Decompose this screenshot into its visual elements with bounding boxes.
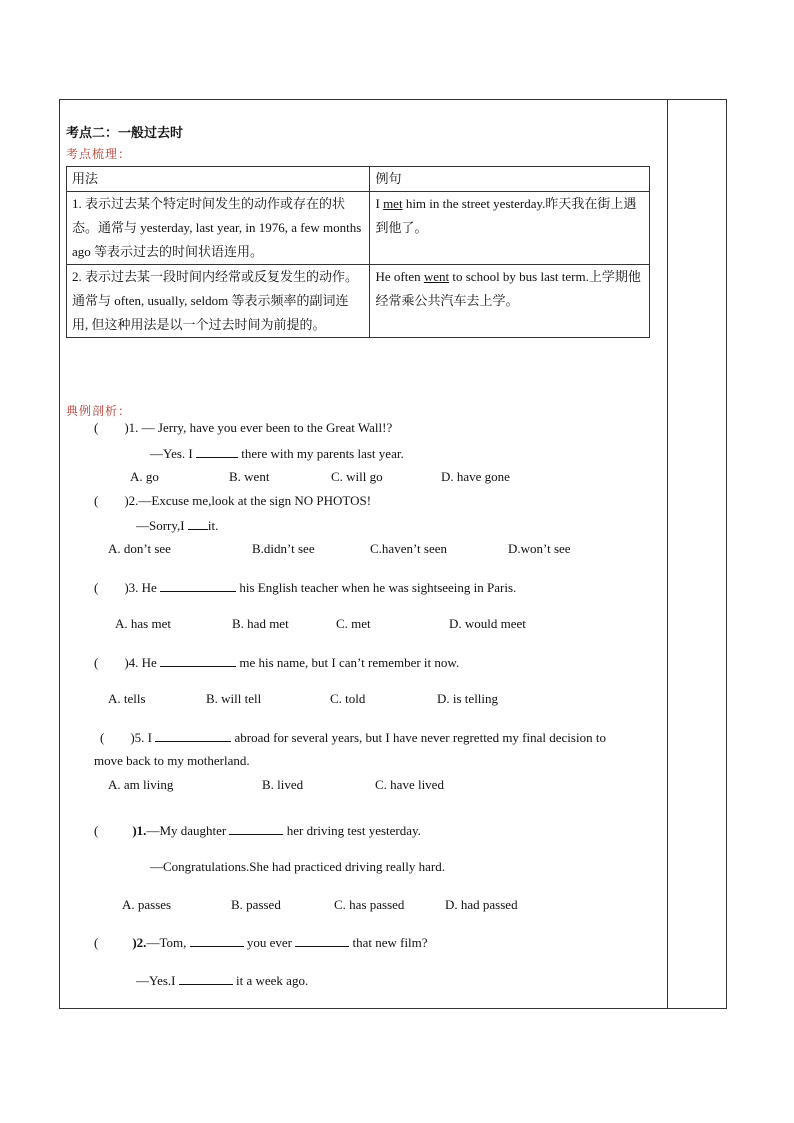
example-post: to school by bus last term.上学期他经常乘公共汽车去上学。: [375, 269, 641, 308]
usage-cell: 1. 表示过去某个特定时间发生的动作或存在的状态。通常与 yesterday, last year, in 1976, a few months ago 等表示过去的时间状语连用。: [67, 192, 370, 265]
grammar-table: [66, 166, 650, 338]
q1-option-b[interactable]: B. went: [229, 469, 270, 484]
q2-option-a[interactable]: A. don’t see: [108, 541, 171, 556]
example-cell: [370, 265, 650, 338]
q3-option-b[interactable]: B. had met: [232, 616, 289, 631]
p1-option-c[interactable]: C. has passed: [334, 897, 405, 912]
q4-option-c[interactable]: C. told: [330, 691, 366, 706]
review-label: 考点梳理：: [66, 147, 132, 161]
example-cell: [370, 192, 650, 265]
q2-option-c[interactable]: C.haven’t seen: [370, 541, 448, 556]
question-1: ( )1. — Jerry, have you ever been to the Great Wall!?: [94, 420, 393, 435]
answer-blank[interactable]: [190, 934, 244, 947]
question-1-answer-line: —Yes. I there with my parents last year.: [150, 446, 404, 461]
practice-1-line2: —Congratulations.She had practiced driving really hard.: [150, 859, 445, 874]
example-verb: went: [423, 269, 450, 284]
question-2: ( )2.—Excuse me,look at the sign NO PHOTOS!: [94, 493, 372, 508]
q2-option-d[interactable]: D.won’t see: [508, 541, 571, 556]
answer-blank[interactable]: [295, 934, 349, 947]
example-verb: met: [383, 196, 403, 211]
answer-blank[interactable]: [155, 729, 231, 742]
q1-option-c[interactable]: C. will go: [331, 469, 383, 484]
q3-option-a[interactable]: A. has met: [115, 616, 171, 631]
example-post: him in the street yesterday.昨天我在街上遇到他了。: [375, 196, 637, 235]
practice-1: ( )1.—My daughter her driving test yesterday.: [94, 823, 421, 838]
p1-option-b[interactable]: B. passed: [231, 897, 281, 912]
table-row: [67, 265, 650, 338]
table-header-row: [67, 167, 650, 192]
question-5-line2: move back to my motherland.: [94, 753, 250, 768]
q5-option-a[interactable]: A. am living: [108, 777, 174, 792]
q1-option-a[interactable]: A. go: [130, 469, 159, 484]
q3-option-c[interactable]: C. met: [336, 616, 371, 631]
example-pre: I: [375, 196, 384, 211]
q5-option-b[interactable]: B. lived: [262, 777, 304, 792]
answer-blank[interactable]: [196, 445, 238, 458]
practice-2: ( )2.—Tom, you ever that new film?: [94, 935, 428, 950]
question-3: ( )3. He his English teacher when he was sightseeing in Paris.: [94, 580, 517, 595]
answer-blank[interactable]: [179, 972, 233, 985]
q1-option-d[interactable]: D. have gone: [441, 469, 510, 484]
q4-option-d[interactable]: D. is telling: [437, 691, 499, 706]
question-5: ( )5. I abroad for several years, but I have never regretted my final decision to: [100, 730, 606, 745]
header-example: 例句: [370, 167, 650, 192]
answer-blank[interactable]: [160, 654, 236, 667]
answer-blank[interactable]: [229, 822, 283, 835]
p1-option-d[interactable]: D. had passed: [445, 897, 518, 912]
q2-option-b[interactable]: B.didn’t see: [252, 541, 315, 556]
q4-option-a[interactable]: A. tells: [108, 691, 146, 706]
practice-2-line2: —Yes.I it a week ago.: [136, 973, 309, 988]
question-2-answer-line: —Sorry,I it.: [136, 518, 219, 533]
q4-option-b[interactable]: B. will tell: [206, 691, 262, 706]
q5-option-c[interactable]: C. have lived: [375, 777, 444, 792]
examples-label: 典例剖析：: [66, 404, 132, 418]
question-4: ( )4. He me his name, but I can’t remember it now.: [94, 655, 460, 670]
example-pre: He often: [375, 269, 424, 284]
p1-option-a[interactable]: A. passes: [122, 897, 172, 912]
column-divider: [667, 99, 668, 1009]
answer-blank[interactable]: [188, 517, 208, 530]
header-usage: 用法: [67, 167, 370, 192]
table-row: [67, 192, 650, 265]
answer-blank[interactable]: [160, 579, 236, 592]
q3-option-d[interactable]: D. would meet: [449, 616, 526, 631]
section-title: 考点二：一般过去时: [66, 125, 184, 140]
usage-cell: 2. 表示过去某一段时间内经常或反复发生的动作。通常与 often, usually, seldom 等表示频率的副词连用, 但这种用法是以一个过去时间为前提的。: [67, 265, 370, 338]
